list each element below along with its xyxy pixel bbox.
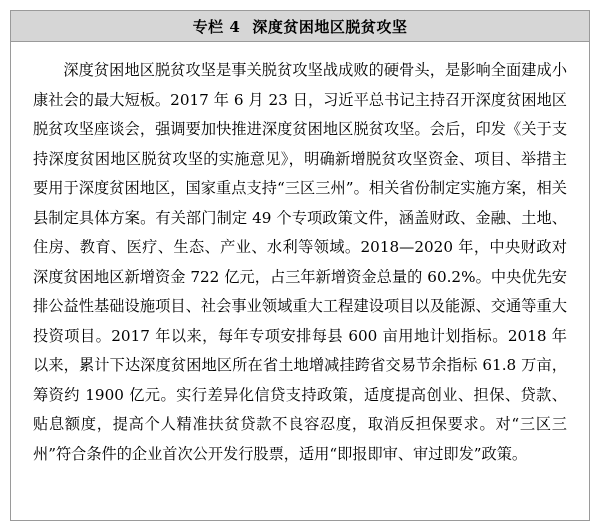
callout-title: 深度贫困地区脱贫攻坚 (252, 17, 408, 36)
callout-body (11, 42, 589, 479)
callout-header-inner (193, 16, 408, 37)
callout-paragraph: 深度贫困地区脱贫攻坚是事关脱贫攻坚战成败的硬骨头，是影响全面建成小康社会的最大短板。2017 年 6 月 23 日，习近平总书记主持召开深度贫困地区脱贫攻坚座谈会，强调要加快推进深度贫困地区脱贫攻坚。会后，印发《关于支持深度贫困地区脱贫攻坚的实施意见》，明确新增脱贫攻坚资金、项目、举措主要用于深度贫困地区，国家重点支持“三区三州”。相关省份制定实施方案，相关县制定具体方案。有关部门制定 49 个专项政策文件，涵盖财政、金融、土地、住房、教育、医疗、生态、产业、水利等领域。2018—2020 年，中央财政对深度贫困地区新增资金 722 亿元，占三年新增资金总量的 60.2%。中央优先安排公益性基础设施项目、社会事业领域重大工程建设项目以及能源、交通等重大投资项目。2017 年以来，每年专项安排每县 600 亩用地计划指标。2018 年以来，累计下达深度贫困地区所在省土地增减挂跨省交易节余指标 61.8 万亩，筹资约 1900 亿元。实行差异化信贷支持政策，适度提高创业、担保、贷款、贴息额度，提高个人精准扶贫贷款不良容忍度，取消反担保要求。对“三区三州”符合条件的企业首次公开发行股票，适用“即报即审、审过即发”政策。 (33, 61, 567, 463)
callout-header (11, 11, 589, 42)
callout-label: 专栏 4 (192, 17, 241, 36)
callout-box (10, 10, 590, 521)
